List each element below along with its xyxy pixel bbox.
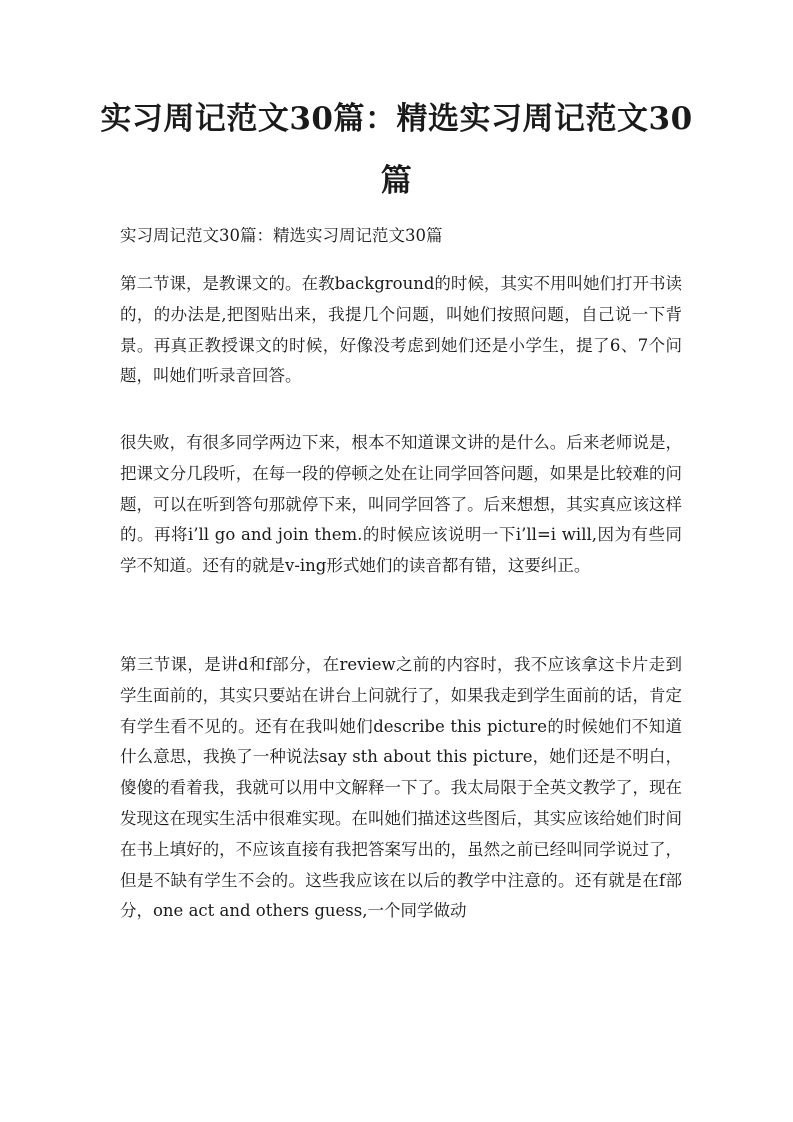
paragraph-2: 很失败，有很多同学两边下来，根本不知道课文讲的是什么。后来老师说是，把课文分几段听，在每一段的停顿之处在让同学回答问题，如果是比较难的问题，可以在听到答句那就停下来，叫同学回答了。后来想想，其实真应该这样的。再将i’ll go and join them.的时候应该说明一下i’ll=i will,因为有些同学不知道。还有的就是v-ing形式她们的读音都有错，这要纠正。 — [120, 433, 682, 576]
document-title: 实习周记范文30篇：精选实习周记范文30篇 — [100, 101, 693, 199]
document-subtitle: 实习周记范文30篇：精选实习周记范文30篇 — [120, 226, 443, 245]
paragraph-3: 第三节课，是讲d和f部分，在review之前的内容时，我不应该拿这卡片走到学生面前的，其实只要站在讲台上问就行了，如果我走到学生面前的话，肯定有学生看不见的。还有在我叫她们describe this picture的时候她们不知道什么意思，我换了一种说法say sth about this picture，她们还是不明白，傻傻的看着我，我就可以用中文解释一下了。我太局限于全英文教学了，现在发现这在现实生活中很难实现。在叫她们描述这些图后，其实应该给她们时间在书上填好的，不应该直接有我把答案写出的，虽然之前已经叫同学说过了，但是不缺有学生不会的。这些我应该在以后的教学中注意的。还有就是在f部分，one act and others guess,一个同学做动 — [120, 655, 682, 921]
paragraph-1: 第二节课，是教课文的。在教background的时候，其实不用叫她们打开书读的，的办法是,把图贴出来，我提几个问题，叫她们按照问题，自己说一下背景。再真正教授课文的时候，好像没考虑到她们还是小学生，提了6、7个问题，叫她们听录音回答。 — [120, 274, 682, 386]
